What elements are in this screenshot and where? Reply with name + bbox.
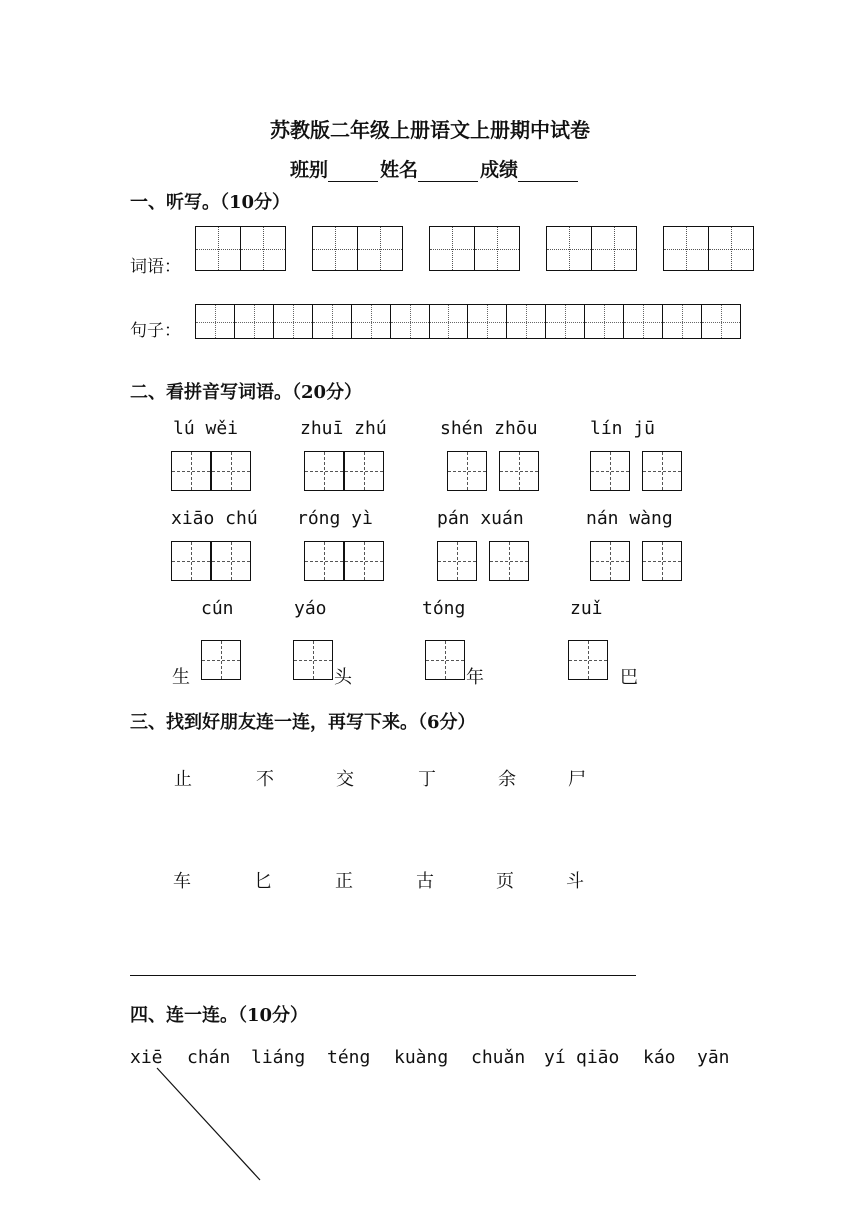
- connect-pinyin[interactable]: kuàng: [394, 1047, 449, 1068]
- connect-pinyin[interactable]: chuǎn: [471, 1047, 526, 1068]
- match-bottom-char[interactable]: 匕: [254, 871, 272, 892]
- pinyin-r2-1: xiāo chú: [171, 508, 258, 529]
- score-label: 成绩: [480, 159, 519, 181]
- match-top-char[interactable]: 交: [336, 769, 354, 790]
- class-label: 班别: [290, 159, 329, 181]
- connect-pinyin[interactable]: xiē: [130, 1047, 163, 1068]
- page-title: 苏教版二年级上册语文上册期中试卷: [270, 118, 590, 142]
- section1-heading: 一、听写。（10分）: [130, 192, 291, 213]
- match-bottom-char[interactable]: 正: [335, 871, 353, 892]
- section4-heading: 四、连一连。（10分）: [130, 1005, 309, 1026]
- words-label: 词语：: [130, 257, 181, 277]
- pinyin-r1-2: zhuī zhú: [300, 418, 387, 439]
- connect-pinyin[interactable]: yí: [544, 1047, 566, 1068]
- connect-pinyin[interactable]: liáng: [251, 1047, 306, 1068]
- char-r3-2: 头: [334, 667, 352, 688]
- match-bottom-char[interactable]: 古: [416, 871, 434, 892]
- match-bottom-char[interactable]: 斗: [566, 871, 584, 892]
- pinyin-r1-3: shén zhōu: [440, 418, 538, 439]
- section3-heading: 三、找到好朋友连一连，再写下来。（6分）: [130, 712, 476, 733]
- match-top-char[interactable]: 不: [256, 769, 274, 790]
- match-top-char[interactable]: 余: [498, 769, 516, 790]
- pinyin-r3-1: cún: [201, 598, 234, 619]
- char-r3-3: 年: [466, 667, 484, 688]
- pinyin-r2-4: nán wàng: [586, 508, 673, 529]
- match-top-char[interactable]: 丁: [418, 769, 436, 790]
- pinyin-r3-3: tóng: [422, 598, 466, 619]
- pinyin-r2-2: róng yì: [297, 508, 373, 529]
- char-r3-1: 生: [172, 667, 190, 688]
- pinyin-r3-2: yáo: [294, 598, 327, 619]
- connect-pinyin[interactable]: káo: [643, 1047, 676, 1068]
- pinyin-r1-1: lú wěi: [173, 418, 239, 439]
- section2-heading: 二、看拼音写词语。（20分）: [130, 382, 363, 403]
- connect-pinyin[interactable]: yān: [697, 1047, 730, 1068]
- match-bottom-char[interactable]: 车: [173, 871, 191, 892]
- match-top-char[interactable]: 尸: [568, 769, 586, 790]
- sentence-label: 句子：: [130, 321, 181, 341]
- name-label: 姓名: [380, 159, 419, 181]
- connect-pinyin[interactable]: qiāo: [576, 1047, 620, 1068]
- connect-pinyin[interactable]: chán: [187, 1047, 231, 1068]
- match-top-char[interactable]: 止: [174, 769, 192, 790]
- char-r3-4: 巴: [620, 667, 638, 688]
- pinyin-r2-3: pán xuán: [437, 508, 524, 529]
- pinyin-r1-4: lín jū: [590, 418, 656, 439]
- pinyin-r3-4: zuǐ: [570, 598, 603, 619]
- match-bottom-char[interactable]: 页: [496, 871, 514, 892]
- connect-pinyin[interactable]: téng: [327, 1047, 371, 1068]
